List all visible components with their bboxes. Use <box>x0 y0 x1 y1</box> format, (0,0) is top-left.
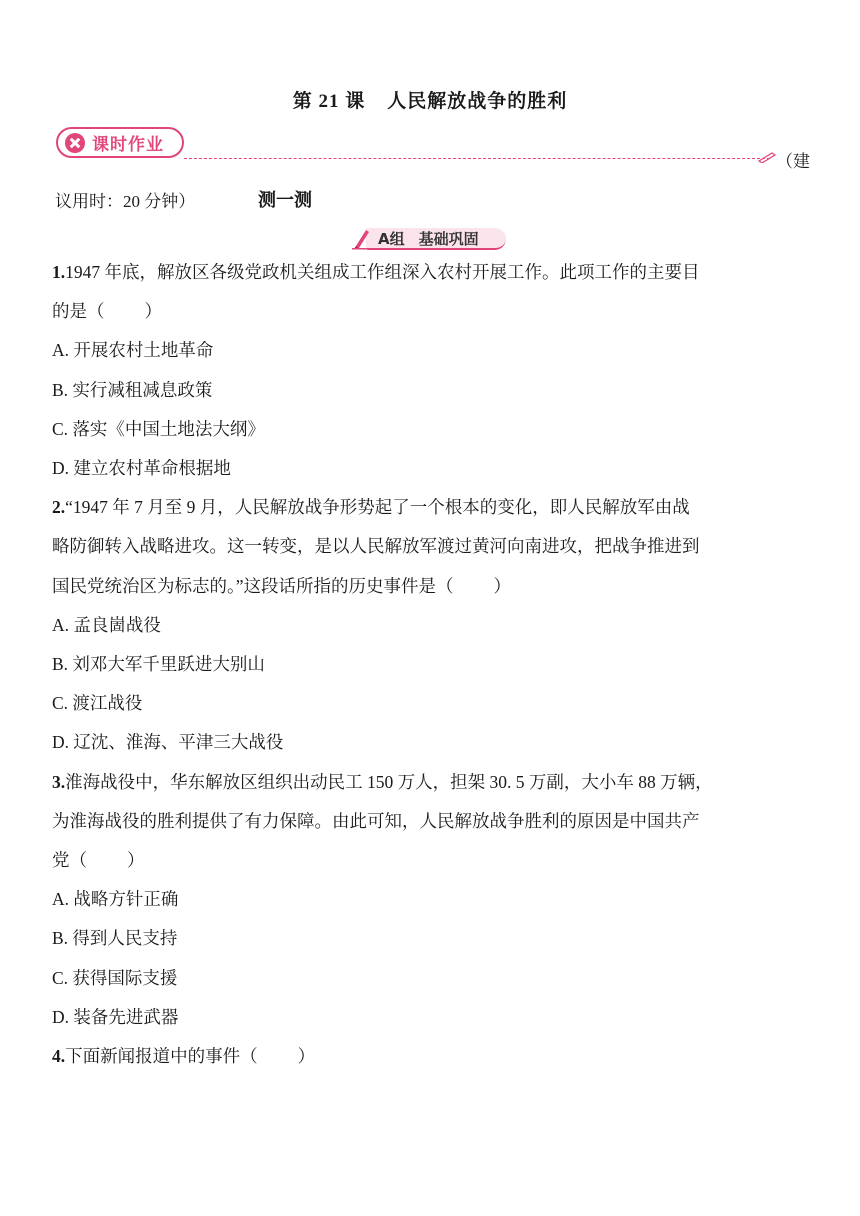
question-text: 党（ <box>52 850 87 870</box>
answer-option: A. 战略方针正确 <box>52 889 179 910</box>
question-4-line <box>52 1037 315 1076</box>
answer-option: D. 装备先进武器 <box>52 1006 179 1027</box>
question-number: 4. <box>52 1046 66 1066</box>
group-badge-label: A组 基础巩固 <box>378 230 479 248</box>
answer-option: D. 建立农村革命根据地 <box>52 458 231 478</box>
answer-blank-close: ） <box>127 850 145 870</box>
pen-icon <box>758 151 776 163</box>
answer-option: A. 开展农村土地革命 <box>52 340 214 361</box>
answer-blank-close: ） <box>297 1046 316 1066</box>
brush-icon <box>352 226 372 250</box>
section-heading: 测一测 <box>258 190 312 211</box>
question-number: 2. <box>52 497 66 518</box>
question-text: 为淮海战役的胜利提供了有力保障。由此可知，人民解放战争胜利的原因是中国共产 <box>52 810 700 831</box>
question-text: 略防御转入战略进攻。这一转变，是以人民解放军渡过黄河向南进攻，把战争推进到 <box>52 536 700 557</box>
question-2-line <box>52 488 690 527</box>
lesson-title: 人民解放战争的胜利 <box>387 91 568 112</box>
answer-option: C. 落实《中国土地法大纲》 <box>52 418 265 439</box>
question-text: 国民党统治区为标志的。”这段话所指的历史事件是（ <box>52 575 454 596</box>
answer-blank-close: ） <box>493 575 512 596</box>
question-1-line <box>52 253 700 292</box>
answer-option: B. 得到人民支持 <box>52 928 178 949</box>
dashed-divider <box>184 158 770 159</box>
question-number: 3. <box>52 771 66 792</box>
answer-option: B. 实行减租减息政策 <box>52 379 213 400</box>
question-text: 的是（ <box>52 301 105 322</box>
question-text: “1947 年 7 月至 9 月，人民解放战争形势起了一个根本的变化，即人民解放军由战 <box>65 497 690 518</box>
answer-option: C. 获得国际支援 <box>52 967 178 988</box>
homework-badge <box>56 127 184 158</box>
answer-blank-close: ） <box>144 301 162 322</box>
question-2-line <box>52 527 700 566</box>
answer-option: A. 孟良崮战役 <box>52 614 161 635</box>
answer-option: C. 渡江战役 <box>52 693 143 714</box>
suggested-time-prefix: （建 <box>776 152 810 171</box>
question-3-line <box>52 841 145 880</box>
answer-option: B. 刘邓大军千里跃进大别山 <box>52 654 265 674</box>
question-number: 1. <box>52 262 66 282</box>
lesson-number: 第 21 课 <box>292 91 366 112</box>
suggested-time: 议用时：20 分钟） <box>55 192 196 211</box>
homework-badge-label: 课时作业 <box>92 135 164 155</box>
question-text: 1947 年底，解放区各级党政机关组成工作组深入农村开展工作。此项工作的主要目 <box>65 262 700 282</box>
page-title <box>0 86 860 113</box>
question-text: 淮海战役中，华东解放区组织出动民工 150 万人，担架 30. 5 万副，大小车 88 万辆， <box>65 771 713 792</box>
question-1-line <box>52 292 162 331</box>
question-3-line <box>52 763 713 802</box>
answer-option: D. 辽沈、淮海、平津三大战役 <box>52 732 284 753</box>
pencil-ruler-icon <box>64 132 86 154</box>
group-badge <box>352 226 510 250</box>
question-2-line <box>52 567 511 606</box>
question-text: 下面新闻报道中的事件（ <box>65 1046 258 1066</box>
question-3-line <box>52 802 700 841</box>
